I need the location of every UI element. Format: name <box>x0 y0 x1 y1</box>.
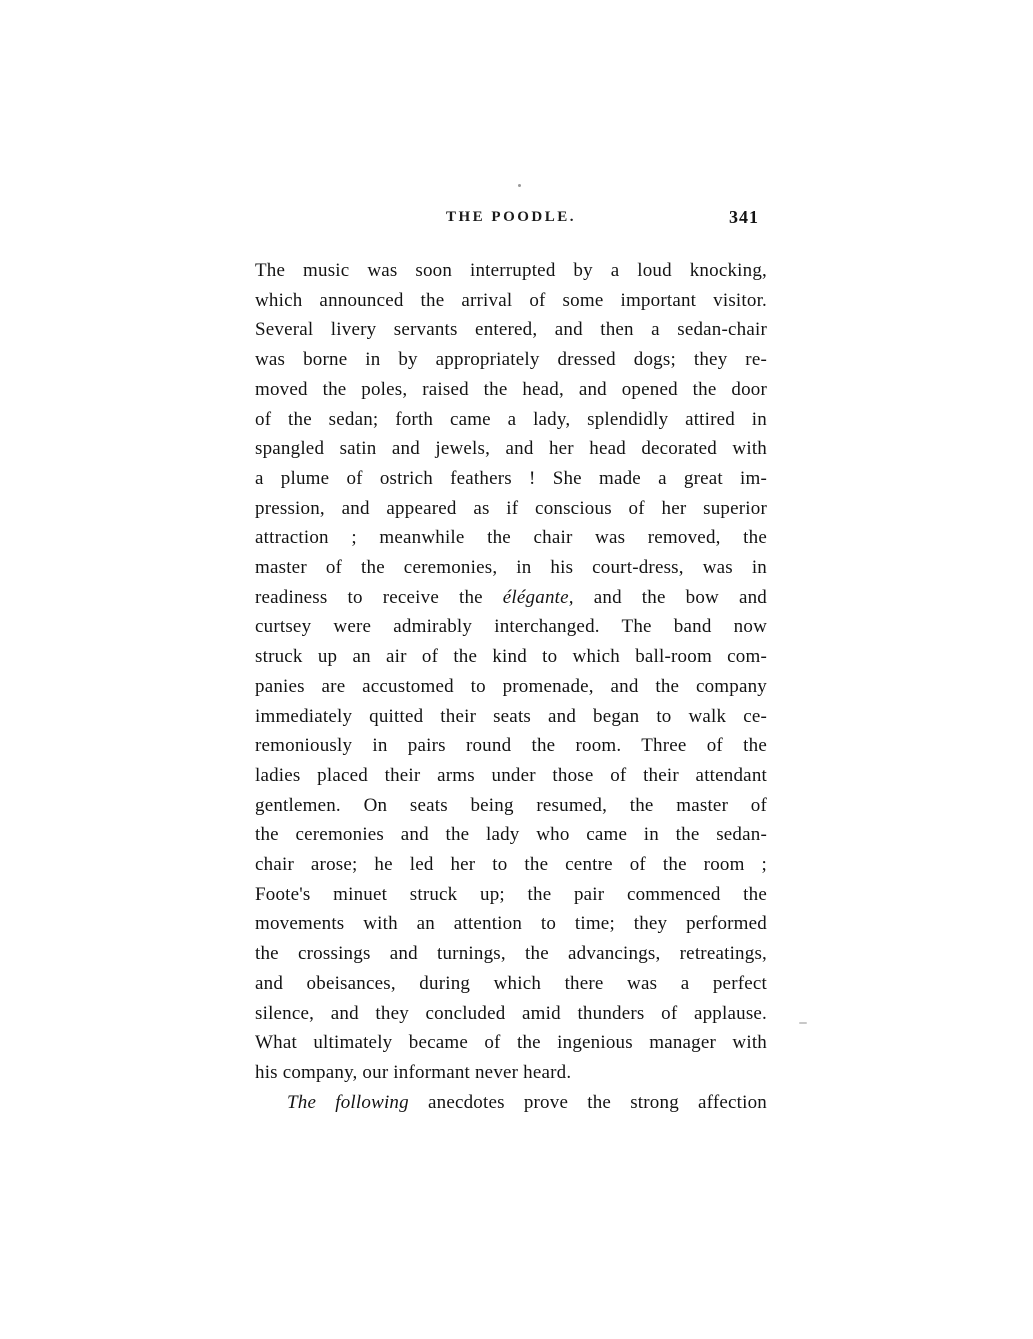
scan-artifact-dash <box>799 1022 807 1024</box>
text-line: the ceremonies and the lady who came in the sedan- <box>255 824 767 846</box>
text-line: spangled satin and jewels, and her head decorated with <box>255 438 767 460</box>
paragraph <box>255 256 767 1088</box>
text-line: The following anecdotes prove the strong affection <box>287 1091 768 1113</box>
text-line: gentlemen. On seats being resumed, the master of <box>255 794 767 816</box>
page-header <box>255 209 767 233</box>
text-line: attraction ; meanwhile the chair was removed, the <box>255 527 767 549</box>
text-line: Foote's minuet struck up; the pair commenced the <box>255 883 767 905</box>
scan-artifact-dot <box>518 184 521 187</box>
text-line: of the sedan; forth came a lady, splendidly attired in <box>255 408 767 430</box>
text-line: curtsey were admirably interchanged. The band now <box>255 616 767 638</box>
text-line: What ultimately became of the ingenious manager with <box>255 1032 767 1054</box>
text-line: The music was soon interrupted by a loud knocking, <box>255 260 767 281</box>
body-text <box>255 256 767 1117</box>
running-title: THE POODLE. <box>445 209 577 225</box>
paragraph <box>255 1088 767 1118</box>
page-number: 341 <box>729 207 759 227</box>
text-line: a plume of ostrich feathers ! She made a great im- <box>255 467 767 489</box>
text-line: the crossings and turnings, the advancings, retreatings, <box>255 943 767 965</box>
text-line: was borne in by appropriately dressed dogs; they re- <box>255 349 767 371</box>
text-line: panies are accustomed to promenade, and the company <box>255 675 767 697</box>
text-line: which announced the arrival of some important visitor. <box>255 289 767 311</box>
text-line: struck up an air of the kind to which ball-room com- <box>255 646 767 668</box>
text-line: movements with an attention to time; they performed <box>255 913 767 935</box>
text-line: his company, our informant never heard. <box>255 1061 572 1083</box>
text-line: master of the ceremonies, in his court-dress, was in <box>255 557 767 579</box>
text-line: ladies placed their arms under those of their attendant <box>255 764 767 786</box>
text-line: readiness to receive the élégante, and the bow and <box>255 586 767 608</box>
text-line: immediately quitted their seats and began to walk ce- <box>255 705 767 727</box>
text-line: pression, and appeared as if conscious of her superior <box>255 497 767 519</box>
text-line: silence, and they concluded amid thunders of applause. <box>255 1002 767 1024</box>
text-line: and obeisances, during which there was a perfect <box>255 972 767 994</box>
text-line: Several livery servants entered, and then a sedan-chair <box>255 319 767 341</box>
text-line: remoniously in pairs round the room. Three of the <box>255 735 767 757</box>
text-line: chair arose; he led her to the centre of the room ; <box>255 854 767 876</box>
text-line: moved the poles, raised the head, and opened the door <box>255 378 767 400</box>
